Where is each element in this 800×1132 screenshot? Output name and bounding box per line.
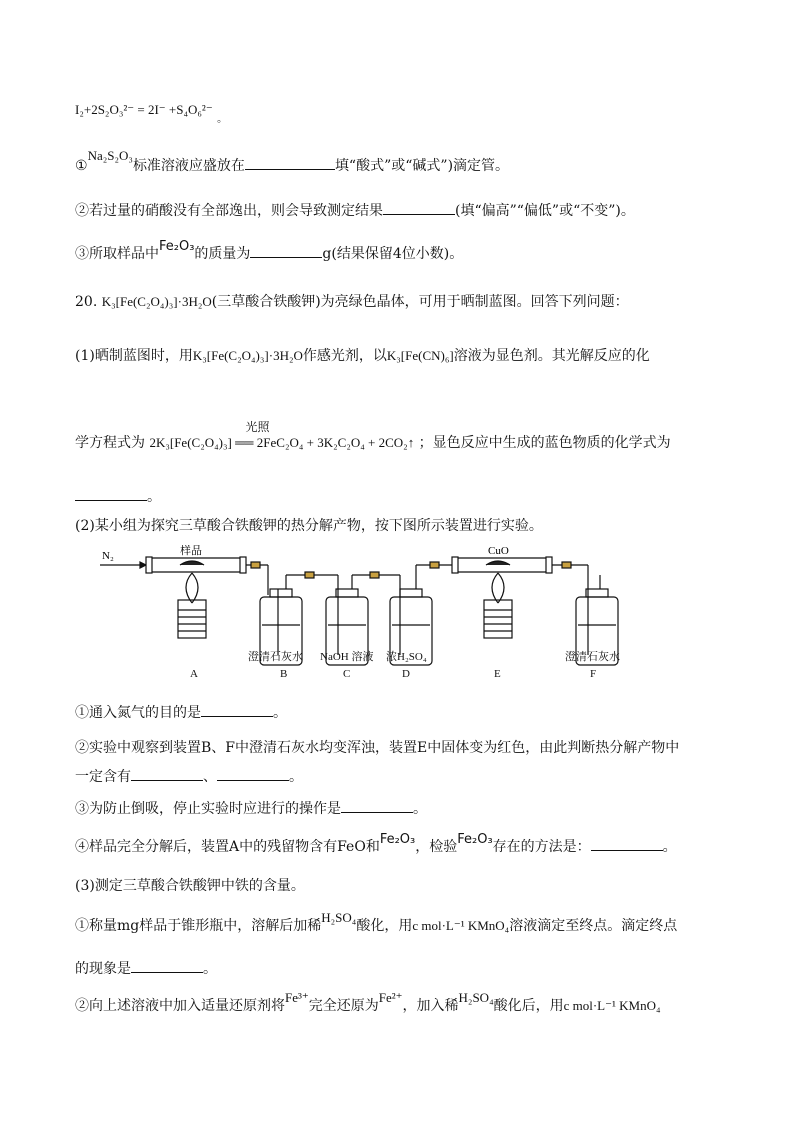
letter-d: D — [402, 668, 410, 680]
sub-question-1: (1)晒制蓝图时，用K₃[Fe(C₂O₄)₃]·3H₂O作感光剂，以K₃[Fe(CN)₆]溶液为显色剂。其光解反应的化 — [75, 348, 650, 364]
sub-question-1-line2: 学方程式为 光照 2K₃[Fe(C₂O₄)₃] ══ 2FeC₂O₄ + 3K₂C₂O₄ + 2CO₂↑ ；显色反应中生成的蓝色物质的化学式为 — [75, 420, 671, 451]
cuo-label: CuO — [488, 545, 509, 557]
question-2-3: ③为防止倒吸，停止实验时应进行的操作是 。 — [75, 798, 427, 819]
diagram-labels — [0, 648, 800, 688]
label-c-solution: NaOH 溶液 — [320, 651, 374, 663]
letter-c: C — [343, 668, 351, 680]
n2-label: N₂ — [102, 550, 114, 562]
letter-f: F — [590, 668, 597, 680]
letter-b: B — [280, 668, 288, 680]
label-b-solution: 澄清石灰水 — [248, 651, 303, 663]
question-3-2: ②向上述溶液中加入适量还原剂将Fe³⁺完全还原为Fe²⁺，加入稀H₂SO₄酸化后，用c mol·L⁻¹ KMnO₄ — [75, 990, 661, 1014]
sub-question-2: (2)某小组为探究三草酸合铁酸钾的热分解产物，按下图所示装置进行实验。 — [75, 518, 543, 534]
answer-blank[interactable] — [201, 702, 273, 717]
problem-20: 20. K₃[Fe(C₂O₄)₃]·3H₂O(三草酸合铁酸钾)为亮绿色晶体，可用于晒制蓝图。回答下列问题： — [75, 294, 629, 310]
answer-blank[interactable] — [131, 958, 203, 973]
question-2-2-line2: 一定含有 、 。 — [75, 766, 303, 787]
answer-blank[interactable] — [250, 243, 322, 258]
question-1: ①Na₂S₂O₃标准溶液应盛放在 填“酸式”或“碱式”)滴定管。 — [75, 148, 510, 174]
answer-blank[interactable] — [341, 798, 413, 813]
sub-question-3: (3)测定三草酸合铁酸钾中铁的含量。 — [75, 878, 305, 894]
letter-a: A — [190, 668, 198, 680]
sub-question-1-line3: 。 — [75, 486, 161, 507]
question-3-1-line2: 的现象是 。 — [75, 958, 217, 979]
answer-blank[interactable] — [75, 486, 147, 501]
answer-blank[interactable] — [591, 836, 663, 851]
answer-blank[interactable] — [383, 200, 455, 215]
question-2-1: ①通入氮气的目的是 。 — [75, 702, 287, 723]
question-2: ②若过量的硝酸没有全部逸出，则会导致测定结果 (填“偏高”“偏低”或“不变”)。 — [75, 200, 635, 221]
answer-blank[interactable] — [217, 766, 289, 781]
question-3: ③所取样品中Fe₂O₃的质量为 g(结果保留4位小数)。 — [75, 239, 464, 262]
sample-label: 样品 — [180, 545, 202, 557]
answer-blank[interactable] — [131, 766, 203, 781]
question-3-1: ①称量mg样品于锥形瓶中，溶解后加稀H₂SO₄酸化，用c mol·L⁻¹ KMnO₄溶液滴定至终点。滴定终点 — [75, 910, 678, 934]
equation-line: I₂+2S₂O₃²⁻ = 2I⁻ +S₄O₆²⁻ $_。$ — [75, 102, 228, 125]
answer-blank[interactable] — [245, 155, 335, 170]
label-d-solution: 浓H₂SO₄ — [386, 651, 427, 663]
question-2-4: ④样品完全分解后，装置A中的残留物含有FeO和Fe₂O₃，检验Fe₂O₃存在的方法是： 。 — [75, 832, 677, 855]
letter-e: E — [494, 668, 501, 680]
label-f-solution: 澄清石灰水 — [565, 651, 620, 663]
question-2-2: ②实验中观察到装置B、F中澄清石灰水均变浑浊，装置E中固体变为红色，由此判断热分解产物中 — [75, 740, 680, 756]
